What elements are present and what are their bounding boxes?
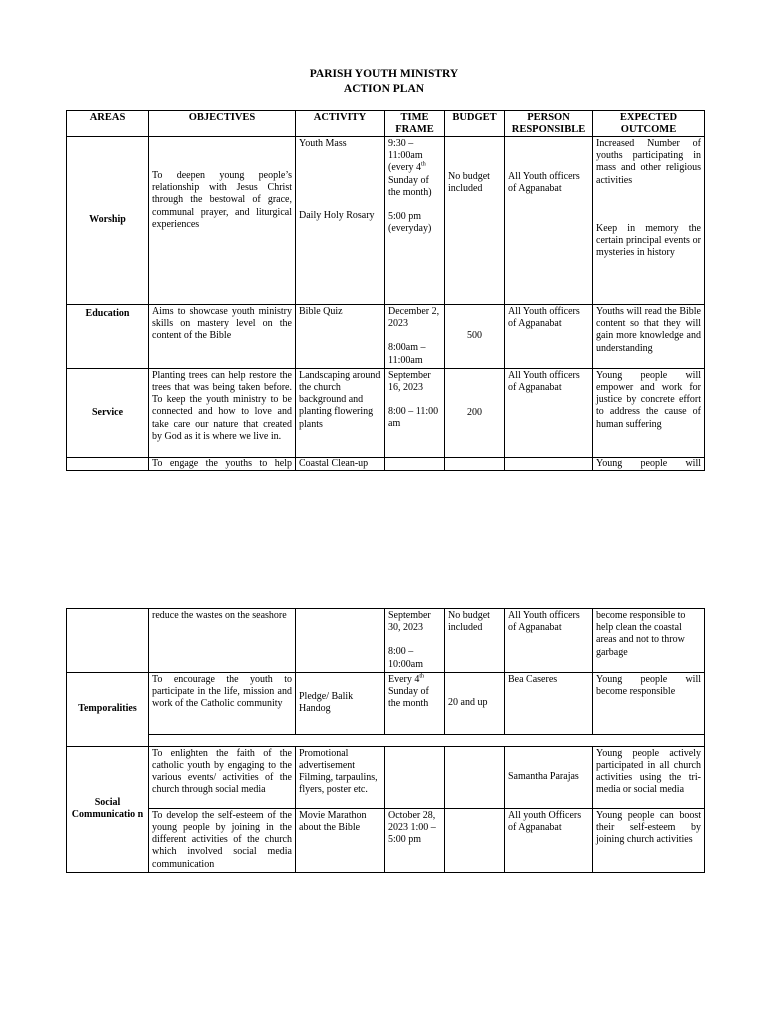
temporalities-spacer-row (67, 734, 705, 746)
education-time-2: 8:00am – 11:00am (388, 342, 426, 366)
header-time-frame: TIME FRAME (385, 111, 445, 137)
continued-area (67, 609, 149, 673)
social-activity-1: Promotional advertisement Filming, tarpaulins, flyers, poster etc. (296, 746, 385, 808)
temporalities-spacer (149, 734, 705, 746)
worship-time-2: 5:00 pm (everyday) (388, 211, 432, 235)
service-row-2-time (385, 457, 445, 470)
area-social-communication: Social Communicatio n (67, 746, 149, 872)
social-activity-2: Movie Marathon about the Bible (296, 808, 385, 872)
social-row-1 (67, 746, 705, 808)
social-time-2: October 28, 2023 1:00 – 5:00 pm (385, 808, 445, 872)
service-time-1: September 16, 2023 (388, 369, 431, 394)
social-time-1 (385, 746, 445, 808)
area-temporalities: Temporalities (67, 672, 149, 746)
continued-time-1: September 30, 2023 (388, 610, 431, 634)
action-plan-table-page-1 (66, 110, 705, 471)
education-time-frame (385, 305, 445, 369)
worship-outcome-2: Keep in memory the certain principal events or mysteries in history (596, 222, 701, 259)
worship-activity (296, 137, 385, 305)
worship-person: All Youth officers of Agpanabat (505, 137, 593, 305)
header-row (67, 111, 705, 137)
worship-time-frame (385, 137, 445, 305)
header-expected-outcome: EXPECTED OUTCOME (593, 111, 705, 137)
service-objective-2-part-2: reduce the wastes on the seashore (149, 609, 296, 673)
social-row-2 (67, 808, 705, 872)
header-budget: BUDGET (445, 111, 505, 137)
worship-activity-1: Youth Mass (299, 138, 347, 149)
document-title: PARISH YOUTH MINISTRY (309, 68, 459, 80)
service-objective: Planting trees can help restore the trees that was being taken before. To keep the youth ministry to be connected and how to love and take care our nature that created by God as it is where we live in. (149, 368, 296, 457)
education-objective: Aims to showcase youth ministry skills on mastery level on the content of the Bible (149, 305, 296, 369)
social-objective-2: To develop the self-esteem of the young people by joining in the different activities of the church which involved social media communication (149, 808, 296, 872)
header-areas: AREAS (67, 111, 149, 137)
service-activity-2: Coastal Clean-up (296, 457, 385, 470)
service-continued-row (67, 609, 705, 673)
temporalities-activity: Pledge/ Balik Handog (296, 672, 385, 734)
area-worship: Worship (67, 137, 149, 305)
area-service: Service (67, 368, 149, 457)
education-outcome: Youths will read the Bible content so that they will gain more knowledge and understanding (593, 305, 705, 369)
area-education: Education (67, 305, 149, 369)
worship-activity-2: Daily Holy Rosary (299, 210, 375, 222)
service-objective-2-part-1: To engage the youths to help (149, 457, 296, 470)
education-time-1: December 2, 2023 (388, 306, 440, 330)
service-row-2 (67, 457, 705, 470)
header-person-responsible: PERSON RESPONSIBLE (505, 111, 593, 137)
education-person: All Youth officers of Agpanabat (505, 305, 593, 369)
service-row-2-person (505, 457, 593, 470)
action-plan-table-page-2 (66, 608, 705, 873)
worship-outcome (593, 137, 705, 305)
header-activity: ACTIVITY (296, 111, 385, 137)
social-outcome-1: Young people actively participated in all church activities using the tri-media or social media (593, 746, 705, 808)
service-person: All Youth officers of Agpanabat (505, 368, 593, 457)
temporalities-objective: To encourage the youth to participate in the life, mission and work of the Catholic community (149, 672, 296, 734)
service-budget: 200 (445, 368, 505, 457)
temporalities-time-frame: Every 4th Sunday of the month (385, 672, 445, 734)
service-outcome: Young people will empower and work for justice by concrete effort to address the cause of human suffering (593, 368, 705, 457)
continued-person: All Youth officers of Agpanabat (505, 609, 593, 673)
worship-outcome-1: Increased Number of youths participating in mass and other religious activities (596, 138, 701, 186)
social-budget-2 (445, 808, 505, 872)
service-activity: Landscaping around the church background and planting flowering plants (296, 368, 385, 457)
document-subtitle: ACTION PLAN (343, 83, 425, 95)
service-time-2: 8:00 – 11:00 am (388, 406, 439, 430)
social-outcome-2: Young people can boost their self-esteem by joining church activities (593, 808, 705, 872)
temporalities-person: Bea Caseres (505, 672, 593, 734)
social-budget-1 (445, 746, 505, 808)
continued-time-2: 8:00 – 10:00am (388, 646, 423, 670)
service-outcome-2-part-2: become responsible to help clean the coastal areas and not to throw garbage (593, 609, 705, 673)
education-budget: 500 (445, 305, 505, 369)
continued-budget: No budget included (445, 609, 505, 673)
social-objective-1: To enlighten the faith of the catholic youth by engaging to the various events/ activities of the church through social media (149, 746, 296, 808)
worship-row (67, 137, 705, 305)
temporalities-budget: 20 and up (445, 672, 505, 734)
service-row-2-area (67, 457, 149, 470)
header-objectives: OBJECTIVES (149, 111, 296, 137)
service-row (67, 368, 705, 457)
worship-objective: To deepen young people’s relationship with Jesus Christ through the bestowal of grace, communal prayer, and liturgical experiences (149, 137, 296, 305)
worship-time-1: 9:30 – 11:00am (every 4th Sunday of the month) (388, 138, 432, 198)
continued-time-frame (385, 609, 445, 673)
social-person-1: Samantha Parajas (505, 746, 593, 808)
service-row-2-budget (445, 457, 505, 470)
temporalities-outcome: Young people will become responsible (593, 672, 705, 734)
continued-activity (296, 609, 385, 673)
social-person-2: All youth Officers of Agpanabat (505, 808, 593, 872)
education-activity: Bible Quiz (296, 305, 385, 369)
worship-budget: No budget included (445, 137, 505, 305)
temporalities-row (67, 672, 705, 734)
education-row (67, 305, 705, 369)
service-outcome-2-part-1: Young people will (593, 457, 705, 470)
service-time-frame (385, 368, 445, 457)
